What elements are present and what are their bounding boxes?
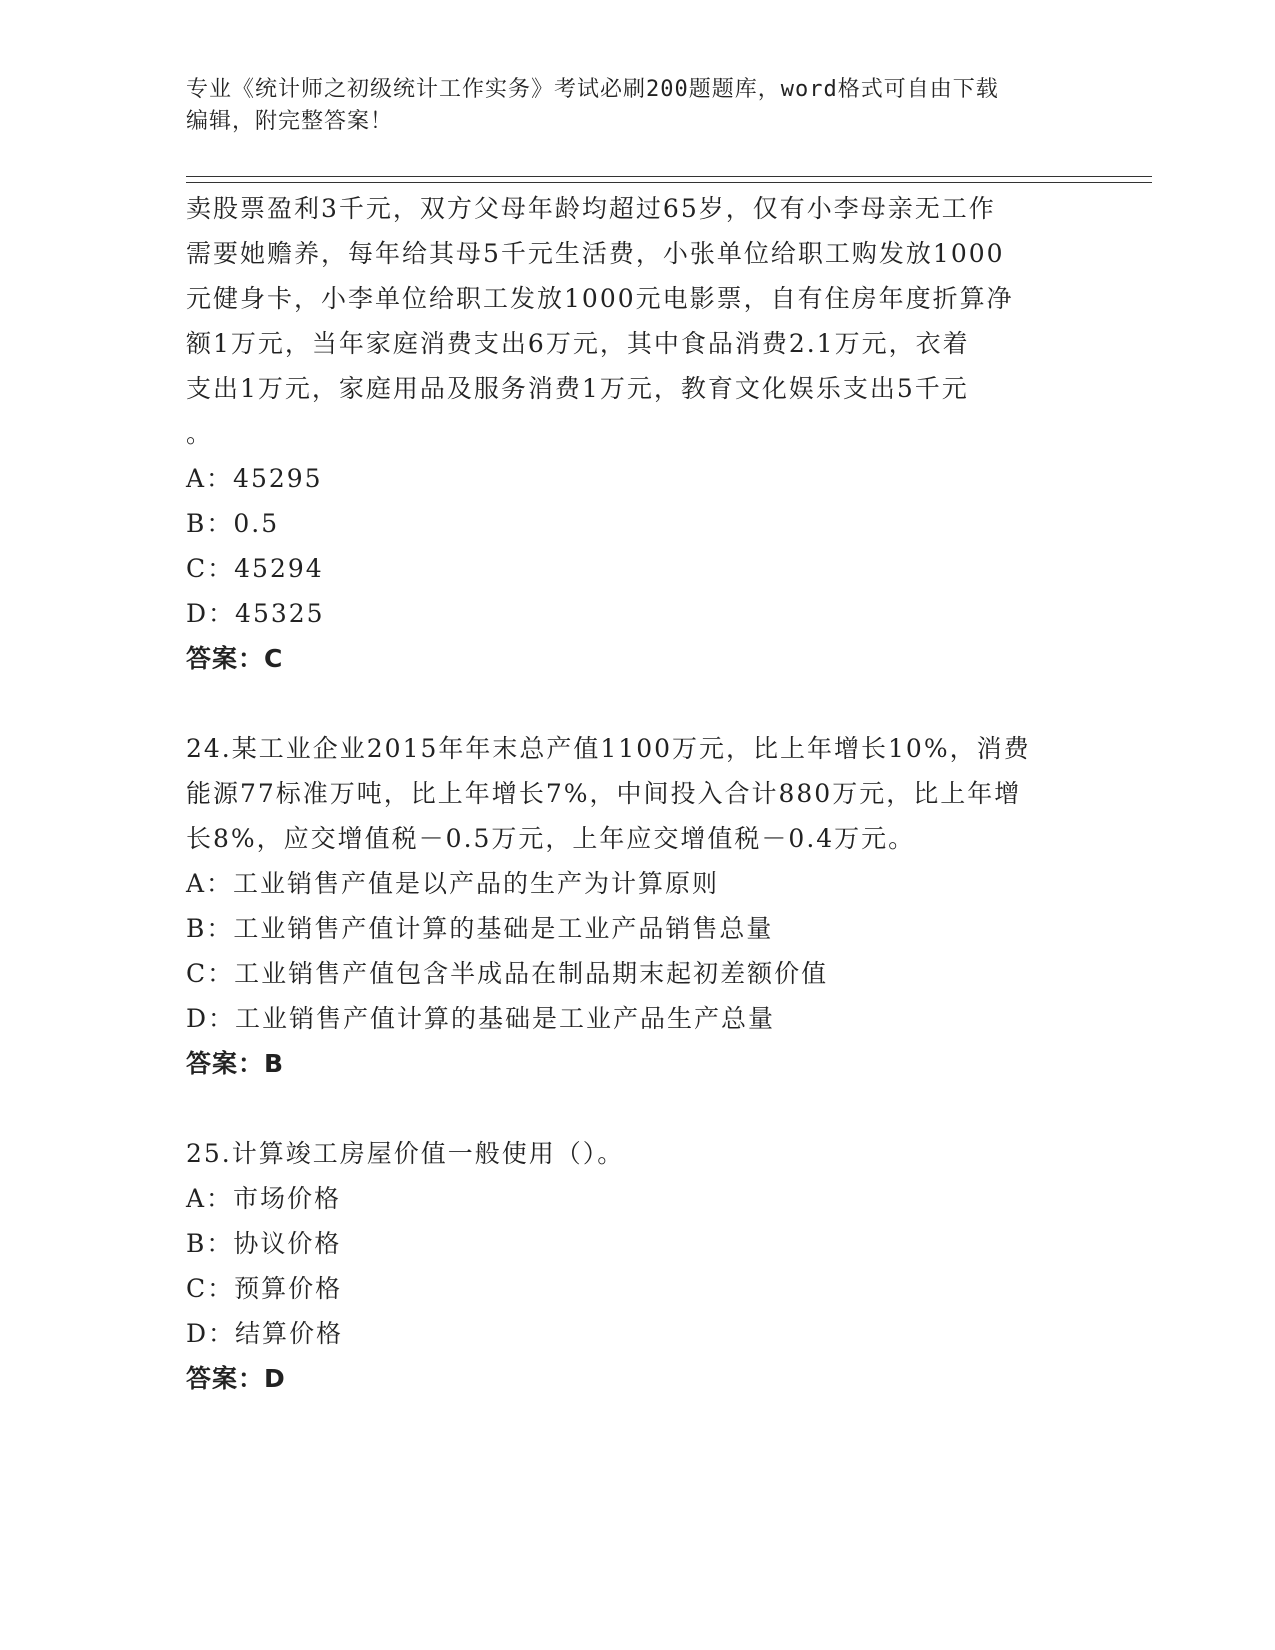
option-b: B：协议价格 (186, 1229, 342, 1258)
question-stem-line: 卖股票盈利3千元，双方父母年龄均超过65岁，仅有小李母亲无工作 (186, 194, 996, 223)
option-b: B：工业销售产值计算的基础是工业产品销售总量 (186, 914, 774, 943)
question-stem-line: 长8%，应交增值税－0.5万元，上年应交增值税－0.4万元。 (186, 824, 916, 853)
option-c: C：工业销售产值包含半成品在制品期末起初差额价值 (186, 959, 829, 988)
question-23 (186, 186, 1086, 681)
document-header (186, 74, 1086, 138)
answer-label: 答案：D (186, 1364, 286, 1393)
question-24 (186, 726, 1086, 1086)
question-spacer (186, 1086, 1086, 1131)
option-a: A：工业销售产值是以产品的生产为计算原则 (186, 869, 720, 898)
option-a: A：市场价格 (186, 1184, 342, 1213)
header-line-1: 专业《统计师之初级统计工作实务》考试必刷200题题库，word格式可自由下载 (186, 77, 999, 102)
question-stem-line: 能源77标准万吨，比上年增长7%，中间投入合计880万元，比上年增 (186, 779, 1022, 808)
option-b: B：0.5 (186, 509, 280, 538)
question-content (186, 186, 1086, 1401)
header-rule-top (186, 176, 1152, 177)
option-c: C：预算价格 (186, 1274, 343, 1303)
header-line-2: 编辑，附完整答案！ (186, 109, 394, 134)
question-stem-line: 24.某工业企业2015年年末总产值1100万元，比上年增长10%，消费 (186, 734, 1031, 763)
option-d: D：结算价格 (186, 1319, 344, 1348)
answer-label: 答案：C (186, 644, 284, 673)
question-spacer (186, 681, 1086, 726)
answer-label: 答案：B (186, 1049, 285, 1078)
question-25 (186, 1131, 1086, 1401)
option-a: A：45295 (186, 464, 323, 493)
option-d: D：工业销售产值计算的基础是工业产品生产总量 (186, 1004, 776, 1033)
question-stem-line: 元健身卡，小李单位给职工发放1000元电影票，自有住房年度折算净 (186, 284, 1014, 313)
option-d: D：45325 (186, 599, 325, 628)
option-c: C：45294 (186, 554, 324, 583)
question-stem-line: 需要她赡养，每年给其母5千元生活费，小张单位给职工购发放1000 (186, 239, 1005, 268)
question-stem-line: 额1万元，当年家庭消费支出6万元，其中食品消费2.1万元，衣着 (186, 329, 970, 358)
header-rule-bottom (186, 182, 1152, 183)
question-stem-line: 支出1万元，家庭用品及服务消费1万元，教育文化娱乐支出5千元 (186, 374, 969, 403)
question-stem-line: 。 (186, 419, 214, 448)
question-stem-line: 25.计算竣工房屋价值一般使用（）。 (186, 1139, 625, 1168)
